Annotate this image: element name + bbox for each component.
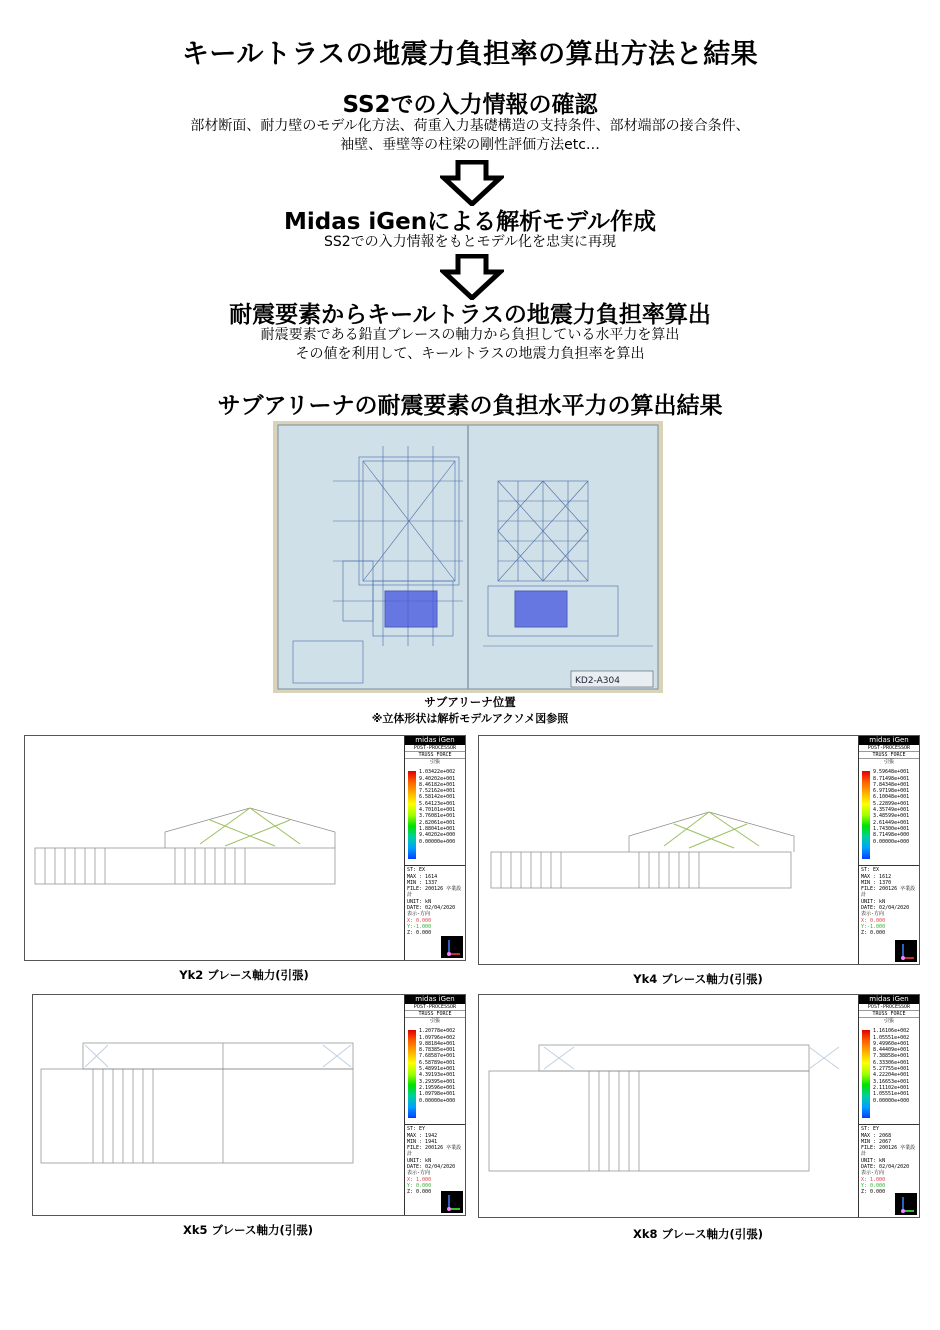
- legend-result: TRUSS FORCE: [405, 752, 465, 759]
- legend-st: ST: EX: [861, 867, 880, 874]
- step1-line2: 袖壁、垂壁等の柱梁の剛性評価方法etc…: [340, 137, 600, 153]
- legend-value: 2.82061e+001: [419, 819, 456, 826]
- legend-value: 5.22899e+001: [873, 800, 910, 807]
- legend-value: 5.27755e+001: [873, 1066, 910, 1073]
- axis-triad-icon: [895, 940, 917, 962]
- legend-color-bar: [862, 1030, 870, 1118]
- legend-value: 6.97198e+001: [873, 788, 910, 795]
- legend-kind: 引張: [429, 1018, 440, 1024]
- legend-y: Y: 0.000: [861, 1182, 886, 1189]
- truss-elevation: [479, 736, 859, 964]
- legend-file: FILE: 200126 卒業設計: [861, 1145, 916, 1158]
- floor-plan-blueprint: [273, 421, 663, 693]
- legend-x: X: 0.000: [407, 917, 432, 924]
- legend-color-bar: [408, 771, 416, 859]
- legend-kind: 引張: [883, 1018, 894, 1024]
- legend-brand: midas iGen: [405, 736, 465, 745]
- legend-value: 4.22204e+001: [873, 1072, 910, 1079]
- legend-max: MAX : 1612: [861, 873, 892, 880]
- legend-value: 9.88184e+001: [419, 1040, 456, 1047]
- axis-triad-icon: [441, 936, 463, 958]
- legend-y: Y:-1.000: [861, 923, 886, 930]
- legend-value: 1.03422e+002: [419, 769, 456, 776]
- legend-product: POST-PROCESSOR: [405, 745, 465, 752]
- legend-unit: UNIT: kN: [861, 1157, 886, 1164]
- legend-max: MAX : 1614: [407, 873, 438, 880]
- legend-y: Y: 0.000: [407, 1182, 432, 1189]
- legend-value: 8.44409e+001: [873, 1047, 910, 1054]
- legend-kind: 引張: [429, 759, 440, 765]
- legend-z: Z: 0.000: [861, 1189, 886, 1196]
- color-legend: [404, 995, 465, 1215]
- legend-max: MAX : 2068: [861, 1132, 892, 1139]
- truss-elevation: [479, 995, 859, 1217]
- results-heading: サブアリーナの耐震要素の負担水平力の算出結果: [217, 393, 723, 419]
- truss-elevation: [25, 736, 405, 960]
- legend-value: 1.88041e+001: [419, 825, 456, 832]
- legend-unit: UNIT: kN: [861, 898, 886, 905]
- legend-result: TRUSS FORCE: [859, 1011, 919, 1018]
- legend-value: 7.84348e+001: [873, 781, 910, 788]
- blueprint-caption: サブアリーナ位置: [424, 695, 516, 709]
- blueprint-note: ※立体形状は解析モデルアクソメ図参照: [371, 712, 569, 725]
- legend-result: TRUSS FORCE: [859, 752, 919, 759]
- color-legend: [858, 736, 919, 964]
- down-arrow-icon: [440, 254, 504, 300]
- legend-file: FILE: 200126 卒業設計: [861, 886, 916, 899]
- legend-product: POST-PROCESSOR: [405, 1004, 465, 1011]
- analysis-panel-xk8: [478, 994, 920, 1218]
- legend-unit: UNIT: kN: [407, 898, 432, 905]
- legend-view: 表示-方向: [407, 911, 431, 918]
- legend-value: 4.70101e+001: [419, 807, 456, 814]
- legend-value: 0.00000e+000: [873, 838, 910, 845]
- analysis-panel-yk4: [478, 735, 920, 965]
- legend-value: 5.48991e+001: [419, 1066, 456, 1073]
- legend-value: 9.40202e+000: [419, 832, 456, 839]
- step3-heading: 耐震要素からキールトラスの地震力負担率算出: [229, 302, 711, 328]
- legend-value: 1.09798e+001: [419, 1091, 456, 1098]
- truss-elevation: [33, 995, 405, 1215]
- legend-z: Z: 0.000: [861, 930, 886, 937]
- legend-value: 4.35749e+001: [873, 807, 910, 814]
- legend-value: 6.10048e+001: [873, 794, 910, 801]
- legend-min: MIN : 1370: [861, 879, 892, 886]
- legend-date: DATE: 02/04/2020: [407, 905, 456, 912]
- legend-value: 3.48599e+001: [873, 813, 910, 820]
- legend-value: 7.38858e+001: [873, 1053, 910, 1060]
- legend-st: ST: EY: [861, 1126, 880, 1133]
- legend-value: 3.76081e+001: [419, 813, 456, 820]
- legend-view: 表示-方向: [407, 1170, 431, 1177]
- step2-heading: Midas iGenによる解析モデル作成: [283, 209, 657, 235]
- legend-color-bar: [408, 1030, 416, 1118]
- panel-caption: Xk8 ブレース軸力(引張): [633, 1227, 763, 1241]
- legend-min: MIN : 1337: [407, 879, 438, 886]
- legend-value: 6.58789e+001: [419, 1059, 456, 1066]
- legend-file: FILE: 200126 卒業設計: [407, 1145, 462, 1158]
- legend-value: 6.58142e+001: [419, 794, 456, 801]
- legend-st: ST: EX: [407, 867, 426, 874]
- color-legend: [858, 995, 919, 1217]
- legend-value: 1.09796e+002: [419, 1034, 456, 1041]
- legend-color-bar: [862, 771, 870, 859]
- legend-x: X: 1.000: [861, 1176, 886, 1183]
- legend-view: 表示-方向: [861, 911, 885, 918]
- legend-value: 9.59648e+001: [873, 769, 910, 776]
- legend-y: Y:-1.000: [407, 923, 432, 930]
- legend-value: 8.46182e+001: [419, 781, 456, 788]
- legend-value: 2.61449e+001: [873, 819, 910, 826]
- legend-value: 9.40202e+001: [419, 775, 456, 782]
- legend-x: X: 1.000: [407, 1176, 432, 1183]
- legend-value: 3.29395e+001: [419, 1078, 456, 1085]
- legend-value: 4.39193e+001: [419, 1072, 456, 1079]
- legend-date: DATE: 02/04/2020: [407, 1164, 456, 1171]
- analysis-panel-yk2: [24, 735, 466, 961]
- step3-line2: その値を利用して、キールトラスの地震力負担率を算出: [295, 346, 645, 362]
- legend-value: 8.78385e+001: [419, 1047, 456, 1054]
- step1-heading: SS2での入力情報の確認: [342, 92, 598, 118]
- legend-kind: 引張: [883, 759, 894, 765]
- legend-date: DATE: 02/04/2020: [861, 905, 910, 912]
- legend-max: MAX : 1942: [407, 1132, 438, 1139]
- legend-value: 8.71498e+000: [873, 832, 910, 839]
- legend-unit: UNIT: kN: [407, 1157, 432, 1164]
- panel-caption: Yk2 ブレース軸力(引張): [179, 968, 309, 982]
- panel-caption: Xk5 ブレース軸力(引張): [183, 1223, 313, 1237]
- legend-value: 5.64123e+001: [419, 800, 456, 807]
- legend-file: FILE: 200126 卒業設計: [407, 886, 462, 899]
- legend-value: 9.49960e+001: [873, 1040, 910, 1047]
- legend-x: X: 0.000: [861, 917, 886, 924]
- legend-value: 6.33306e+001: [873, 1059, 910, 1066]
- step3-line1: 耐震要素である鉛直ブレースの軸力から負担している水平力を算出: [260, 327, 680, 343]
- legend-date: DATE: 02/04/2020: [861, 1164, 910, 1171]
- legend-value: 0.00000e+000: [419, 1097, 456, 1104]
- title-block-label: KD2-A304: [575, 676, 620, 686]
- legend-value: 7.68587e+001: [419, 1053, 456, 1060]
- color-legend: [404, 736, 465, 960]
- legend-product: POST-PROCESSOR: [859, 1004, 919, 1011]
- legend-brand: midas iGen: [405, 995, 465, 1004]
- legend-min: MIN : 1941: [407, 1138, 438, 1145]
- legend-value: 1.74300e+001: [873, 825, 910, 832]
- axis-triad-icon: [895, 1193, 917, 1215]
- step1-line1: 部材断面、耐力壁のモデル化方法、荷重入力基礎構造の支持条件、部材端部の接合条件、: [190, 118, 750, 134]
- down-arrow-icon: [440, 160, 504, 206]
- legend-view: 表示-方向: [861, 1170, 885, 1177]
- legend-brand: midas iGen: [859, 995, 919, 1004]
- legend-min: MIN : 2067: [861, 1138, 892, 1145]
- legend-value: 2.19596e+001: [419, 1084, 456, 1091]
- legend-value: 0.00000e+000: [419, 838, 456, 845]
- legend-result: TRUSS FORCE: [405, 1011, 465, 1018]
- legend-value: 0.00000e+000: [873, 1097, 910, 1104]
- step2-line1: SS2での入力情報をもとモデル化を忠実に再現: [324, 234, 616, 250]
- legend-z: Z: 0.000: [407, 930, 432, 937]
- legend-value: 2.11102e+001: [873, 1084, 910, 1091]
- legend-value: 7.52162e+001: [419, 788, 456, 795]
- legend-value: 1.05551e+001: [873, 1091, 910, 1098]
- axis-triad-icon: [441, 1191, 463, 1213]
- legend-value: 1.20778e+002: [419, 1028, 456, 1035]
- legend-value: 3.16653e+001: [873, 1078, 910, 1085]
- legend-product: POST-PROCESSOR: [859, 745, 919, 752]
- legend-value: 1.16106e+002: [873, 1028, 910, 1035]
- legend-st: ST: EY: [407, 1126, 426, 1133]
- legend-brand: midas iGen: [859, 736, 919, 745]
- analysis-panel-xk5: [32, 994, 466, 1216]
- legend-value: 8.71498e+001: [873, 775, 910, 782]
- page-title: キールトラスの地震力負担率の算出方法と結果: [181, 39, 759, 70]
- panel-caption: Yk4 ブレース軸力(引張): [633, 972, 763, 986]
- legend-z: Z: 0.000: [407, 1189, 432, 1196]
- legend-value: 1.05551e+002: [873, 1034, 910, 1041]
